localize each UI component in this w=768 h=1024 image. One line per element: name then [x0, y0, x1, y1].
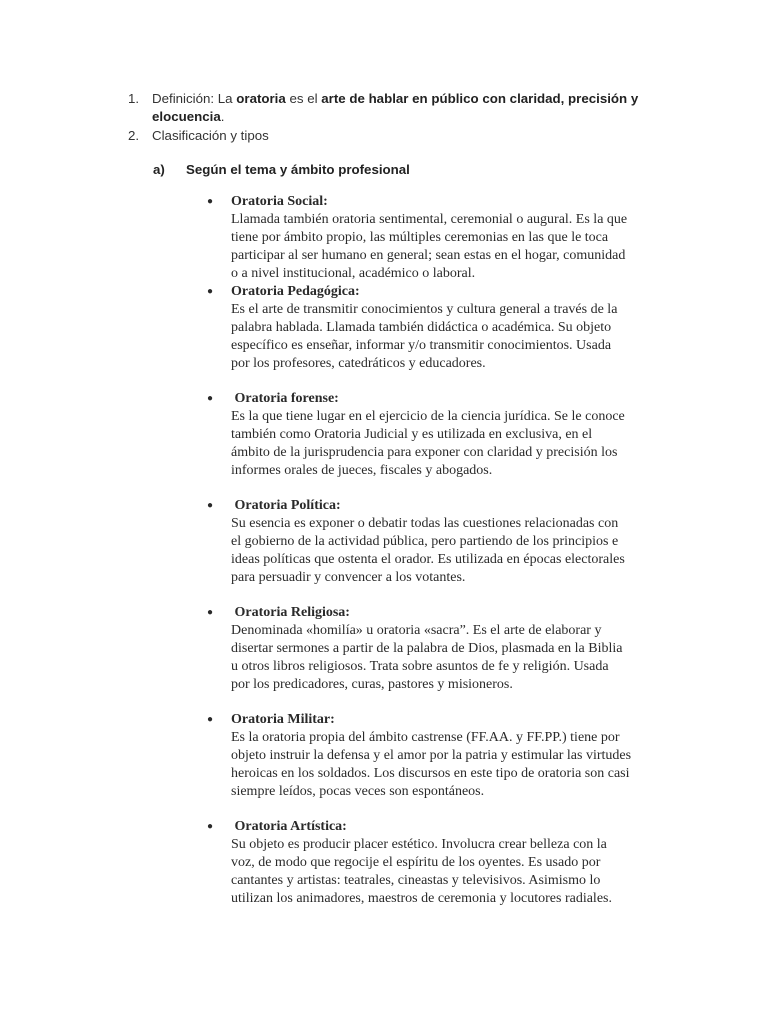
- entry-body-line: Es la oratoria propia del ámbito castrense (FF.AA. y FF.PP.) tiene por: [231, 729, 620, 745]
- list-item-definition: [128, 90, 668, 126]
- list-number: 1.: [128, 91, 140, 106]
- entry-body-line: el gobierno de la actividad pública, pero partiendo de los principios e: [231, 533, 619, 549]
- definition-period: .: [220, 109, 225, 124]
- subheading: [153, 161, 410, 179]
- bullet-entry: [207, 711, 667, 801]
- entry-body-line: ideas políticas que ostenta el orador. Es utilizada en épocas electorales: [231, 551, 625, 567]
- entry-body-line: Su esencia es exponer o debatir todas las cuestiones relacionadas con: [231, 515, 619, 531]
- entry-body-line: siempre leídos, pocas veces son espontáneos.: [231, 783, 485, 799]
- subheading-letter: a): [153, 162, 165, 177]
- subheading-text: Según el tema y ámbito profesional: [186, 162, 410, 177]
- entry-body-line: Es el arte de transmitir conocimientos y cultura general a través de la: [231, 301, 618, 317]
- bullet-entry: [207, 283, 667, 373]
- bullet-icon: ●: [207, 196, 214, 207]
- list-item-classification: [128, 127, 668, 145]
- entry-body-line: participar al ser humano en general; sean estas en el hogar, comunidad: [231, 247, 626, 263]
- definition-meaning: arte de hablar en público con claridad, precisión y elocuencia: [152, 91, 639, 124]
- entry-body-line: Su objeto es producir placer estético. Involucra crear belleza con la: [231, 836, 607, 852]
- entry-body-line: ámbito de la jurisprudencia para exponer con claridad y precisión los: [231, 444, 618, 460]
- bullet-entry: [207, 604, 667, 694]
- entry-body-line: utilizan los animadores, maestros de ceremonia y locutores radiales.: [231, 890, 612, 906]
- entry-body-line: heroicas en los soldados. Los discursos en este tipo de oratoria son casi: [231, 765, 630, 781]
- entry-body-line: por los predicadores, curas, pastores y misioneros.: [231, 676, 513, 692]
- bullet-entry: [207, 497, 667, 587]
- list-number: 2.: [128, 128, 140, 143]
- entry-body-line: para persuadir y convencer a los votantes.: [231, 569, 466, 585]
- entry-body-line: Llamada también oratoria sentimental, ceremonial o augural. Es la que: [231, 211, 628, 227]
- entry-body-line: también como Oratoria Judicial y es utilizada en exclusiva, en el: [231, 426, 593, 442]
- bullet-icon: ●: [207, 286, 214, 297]
- entry-body-line: tiene por ámbito propio, las múltiples ceremonias en las que le toca: [231, 229, 609, 245]
- entry-body-line: voz, de modo que regocije el espíritu de los oyentes. Es usado por: [231, 854, 601, 870]
- entry-title: Oratoria Política:: [231, 498, 341, 513]
- bullet-entry: [207, 390, 667, 480]
- bullet-icon: ●: [207, 821, 214, 832]
- entry-body-line: o a nivel institucional, académico o laboral.: [231, 265, 476, 281]
- entry-body-line: palabra hablada. Llamada también didáctica o académica. Su objeto: [231, 319, 612, 335]
- entry-body-line: disertar sermones a partir de la palabra de Dios, plasmada en la Biblia: [231, 640, 623, 656]
- entry-body-line: u otros libros religiosos. Trata sobre asuntos de fe y religión. Usada: [231, 658, 609, 674]
- entry-title: Oratoria forense:: [231, 391, 339, 406]
- entry-body-line: por los profesores, catedráticos y educadores.: [231, 355, 486, 371]
- entry-title: Oratoria Social:: [231, 194, 328, 209]
- entry-title: Oratoria Militar:: [231, 712, 335, 727]
- bullet-entry: [207, 193, 667, 283]
- entry-body-line: informes orales de jueces, fiscales y abogados.: [231, 462, 493, 478]
- classification-text: Clasificación y tipos: [152, 128, 269, 143]
- bullet-icon: ●: [207, 500, 214, 511]
- entry-title: Oratoria Religiosa:: [231, 605, 350, 620]
- bullet-icon: ●: [207, 714, 214, 725]
- entry-body-line: Es la que tiene lugar en el ejercicio de la ciencia jurídica. Se le conoce: [231, 408, 625, 424]
- entry-body-line: Denominada «homilía» u oratoria «sacra”. Es el arte de elaborar y: [231, 622, 602, 638]
- entry-title: Oratoria Pedagógica:: [231, 284, 360, 299]
- numbered-list: [128, 90, 668, 146]
- definition-prefix: Definición: La: [152, 91, 237, 106]
- entry-body-line: cantantes y artistas: teatrales, cineastas y televisivos. Asimismo lo: [231, 872, 601, 888]
- definition-mid: es el: [285, 91, 322, 106]
- entry-body-line: específico es enseñar, informar y/o transmitir conocimientos. Usada: [231, 337, 612, 353]
- entry-title: Oratoria Artística:: [231, 819, 347, 834]
- entry-body-line: objeto instruir la defensa y el amor por la patria y estimular las virtudes: [231, 747, 632, 763]
- bullet-icon: ●: [207, 393, 214, 404]
- bullet-entry: [207, 818, 667, 908]
- definition-term: oratoria: [236, 91, 286, 106]
- bullet-icon: ●: [207, 607, 214, 618]
